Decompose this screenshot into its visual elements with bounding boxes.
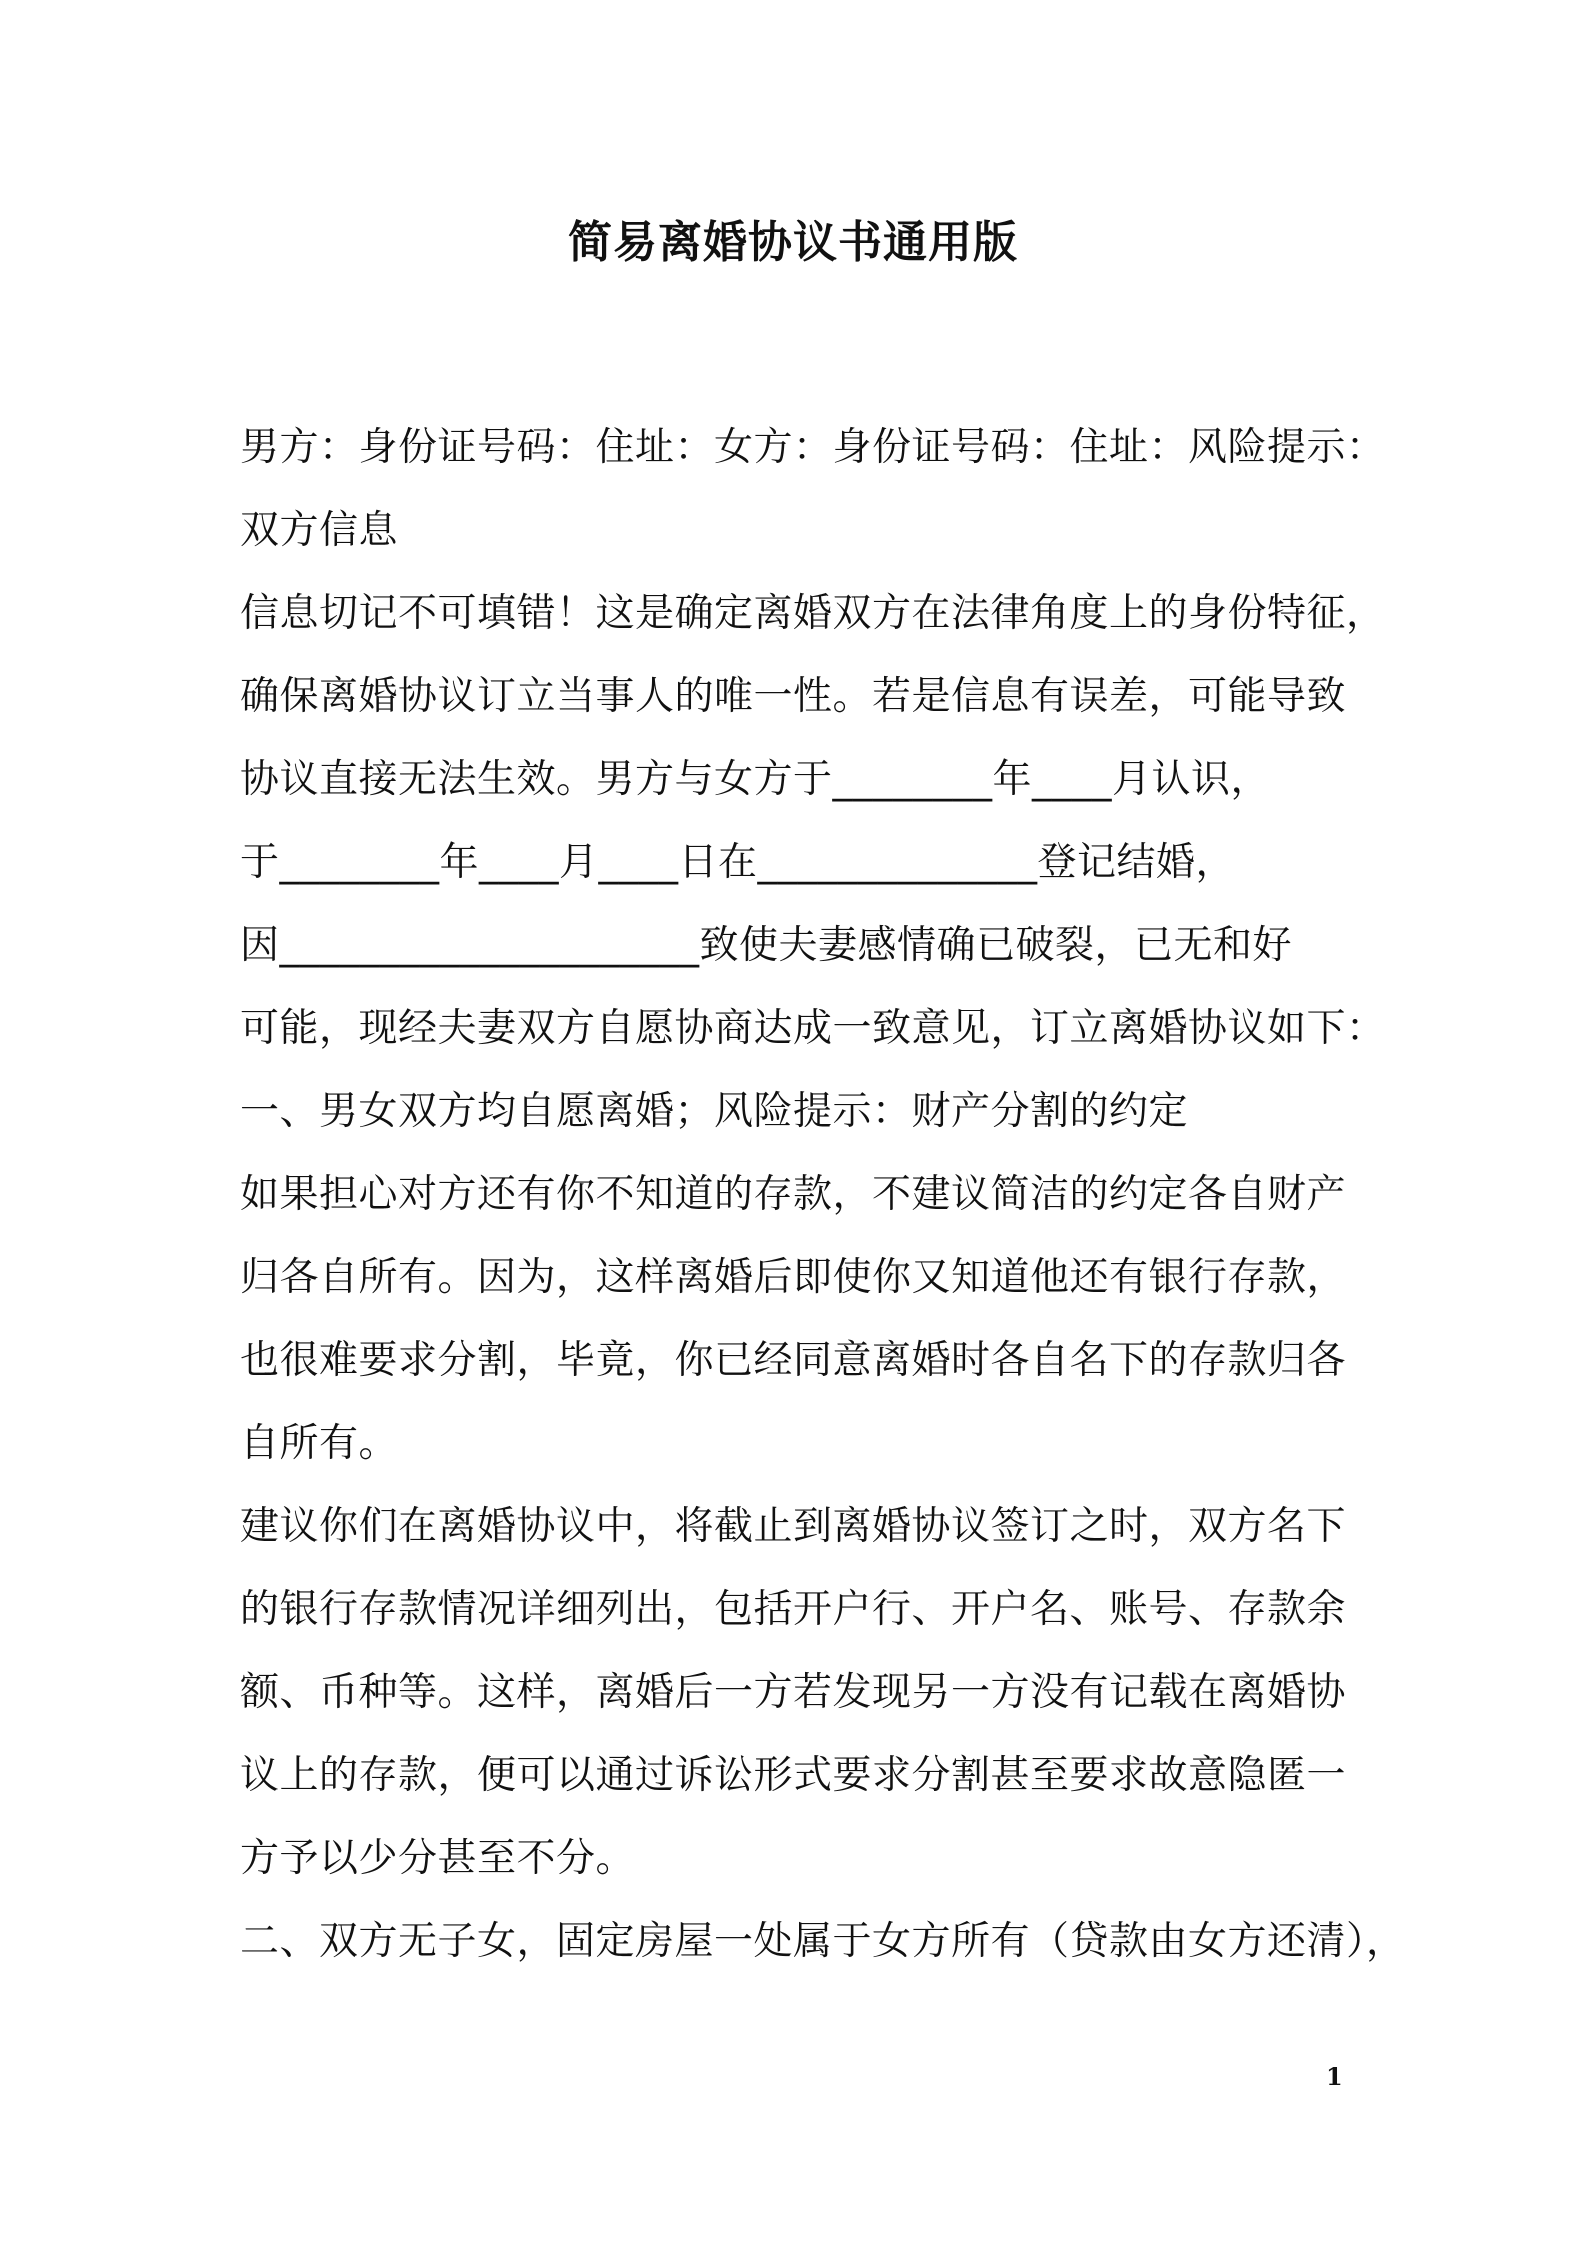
body-line: 的银行存款情况详细列出，包括开户行、开户名、账号、存款余 (240, 1587, 1347, 1632)
body-line: 双方信息 (240, 508, 399, 553)
body-line: 如果担心对方还有你不知道的存款，不建议简洁的约定各自财产 (240, 1172, 1347, 1217)
body-line: 也很难要求分割，毕竟，你已经同意离婚时各自名下的存款归各 (240, 1338, 1347, 1383)
body-line: 议上的存款，便可以通过诉讼形式要求分割甚至要求故意隐匿一 (240, 1753, 1347, 1798)
body-line: 建议你们在离婚协议中，将截止到离婚协议签订之时，双方名下 (240, 1504, 1347, 1549)
body-line: 男方：身份证号码：住址：女方：身份证号码：住址：风险提示： (240, 425, 1386, 470)
body-line: 于________年____月____日在______________登记结婚， (240, 840, 1236, 885)
body-line: 协议直接无法生效。男方与女方于________年____月认识， (240, 757, 1271, 802)
body-line: 一、男女双方均自愿离婚；风险提示：财产分割的约定 (240, 1089, 1189, 1134)
document-body (240, 406, 1406, 1983)
body-line: 额、币种等。这样，离婚后一方若发现另一方没有记载在离婚协 (240, 1670, 1347, 1715)
page-number: 1 (1326, 2062, 1343, 2091)
body-line: 信息切记不可填错！这是确定离婚双方在法律角度上的身份特征， (240, 591, 1386, 636)
body-line: 二、双方无子女，固定房屋一处属于女方所有（贷款由女方还清）， (240, 1919, 1406, 1964)
body-line: 因_____________________致使夫妻感情确已破裂，已无和好 (240, 923, 1293, 968)
body-line: 确保离婚协议订立当事人的唯一性。若是信息有误差，可能导致 (240, 674, 1347, 719)
body-line: 自所有。 (240, 1421, 399, 1466)
body-line: 归各自所有。因为，这样离婚后即使你又知道他还有银行存款， (240, 1255, 1347, 1300)
body-line: 可能，现经夫妻双方自愿协商达成一致意见，订立离婚协议如下： (240, 1006, 1386, 1051)
document-title: 简易离婚协议书通用版 (568, 217, 1018, 268)
body-line: 方予以少分甚至不分。 (240, 1836, 636, 1881)
